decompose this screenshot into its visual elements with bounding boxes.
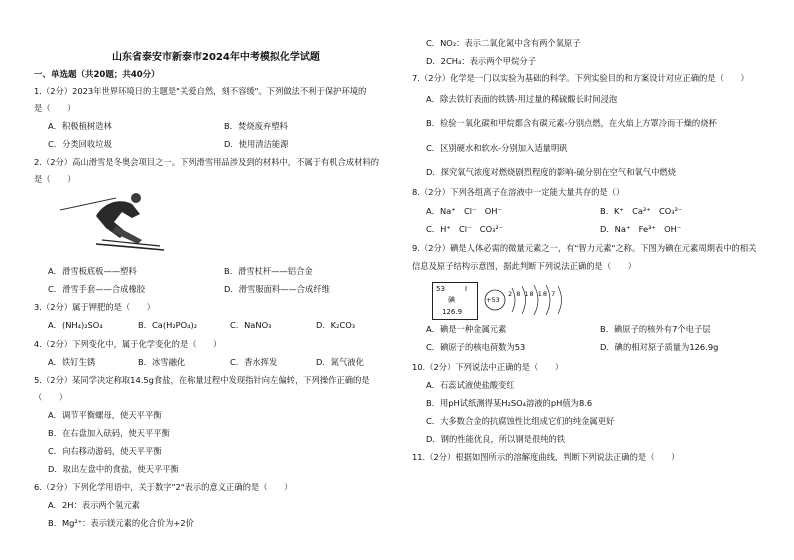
q7-option-b: B．检验一氧化碳和甲烷都含有碳元素-分别点燃，在火焰上方罩冷而干燥的烧杯 — [426, 118, 717, 128]
q5-stem: 5.（2分）某同学决定称取14.5g食盐，在称量过程中发现指针向左偏转，下列操作正确的是 — [34, 375, 370, 385]
q1-option-c: C．分类回收垃圾 — [48, 139, 112, 149]
atomic-number: 53 — [436, 285, 445, 293]
iodine-diagram — [432, 282, 572, 320]
q2-option-d: D．滑雪服面料——合成纤维 — [224, 284, 330, 294]
q8-option-c: C．H⁺ Cl⁻ CO₃²⁻ — [426, 224, 504, 234]
q4-option-b: B．冰雪融化 — [138, 357, 186, 367]
q2-stem: 2.（2分）高山滑雪是冬奥会项目之一。下列滑雪用品涉及到的材料中，不属于有机合成材料的 — [34, 157, 380, 167]
q10-option-d: D．钢的性能优良，所以钢是很纯的铁 — [426, 434, 566, 444]
q7-option-d: D．探究氧气浓度对燃烧剧烈程度的影响-硫分别在空气和氧气中燃烧 — [426, 167, 676, 177]
q6-option-b: B．Mg²⁺：表示镁元素的化合价为+2价 — [48, 518, 194, 528]
q6-option-d: D．2CH₄：表示两个甲烷分子 — [426, 56, 536, 66]
q3-option-c: C．NaNO₃ — [230, 320, 272, 330]
q5-option-b: B．在右盘加入砝码，使天平平衡 — [48, 428, 170, 438]
element-name: 碘 — [448, 296, 455, 304]
q6-stem: 6.（2分）下列化学用语中，关于数字"2"表示的意义正确的是（ ） — [34, 482, 293, 492]
q6-option-a: A．2H：表示两个氢元素 — [48, 500, 140, 510]
q3-option-b: B．Ca(H₂PO₄)₂ — [138, 320, 198, 330]
q8-stem: 8.（2分）下列各组离子在溶液中一定能大量共存的是（） — [412, 187, 625, 197]
q1-stem: 1.（2分）2023年世界环境日的主题是"关爱自然，刻不容缓"。下列做法不利于保护环境的 — [34, 86, 367, 96]
q11-stem: 11.（2分）根据如图所示的溶解度曲线，判断下列说法正确的是（ ） — [412, 452, 680, 462]
section-heading: 一、单选题（共20题；共40分） — [34, 70, 160, 80]
skier-illustration — [56, 188, 166, 252]
q1-option-a: A．积极植树造林 — [48, 121, 112, 131]
q9-option-d: D．碘的相对原子质量为126.9g — [600, 342, 719, 352]
element-symbol: I — [465, 285, 468, 293]
q1-stem-cont: 是（ ） — [34, 103, 76, 113]
q7-stem: 7.（2分）化学是一门以实验为基础的科学。下列实验目的和方案设计对应正确的是（ ） — [412, 73, 749, 83]
page-title: 山东省泰安市新泰市2024年中考模拟化学试题 — [112, 52, 320, 63]
q8-option-d: D．Na⁺ Fe³⁺ OH⁻ — [600, 224, 682, 234]
q5-stem-cont: （ ） — [34, 392, 68, 402]
q2-option-b: B．滑雪杖杆——铝合金 — [224, 266, 313, 276]
q4-option-a: A．铁钉生锈 — [48, 357, 96, 367]
q9-option-c: C．碘原子的核电荷数为53 — [426, 342, 526, 352]
q3-option-d: D．K₂CO₃ — [316, 320, 356, 330]
q10-option-b: B．用pH试纸测得某H₂SO₄溶液的pH值为8.6 — [426, 398, 593, 408]
q5-option-c: C．向右移动游码，使天平平衡 — [48, 446, 162, 456]
q5-option-a: A．调节平衡螺母，使天平平衡 — [48, 410, 162, 420]
q4-option-d: D．氮气液化 — [316, 357, 364, 367]
q4-stem: 4.（2分）下列变化中，属于化学变化的是（ ） — [34, 339, 222, 349]
q9-option-b: B．碘原子的核外有7个电子层 — [600, 324, 711, 334]
q1-option-d: D．使用清洁能源 — [224, 139, 289, 149]
q3-stem: 3.（2分）属于钾肥的是（ ） — [34, 302, 156, 312]
atomic-mass: 126.9 — [442, 308, 463, 316]
q9-stem-cont: 信息及原子结构示意图，据此判断下列说法正确的是（ ） — [412, 261, 637, 271]
q7-option-a: A．除去铁钉表面的铁锈-用过量的稀硫酸长时间浸泡 — [426, 94, 618, 104]
q10-stem: 10.（2分）下列说法中正确的是（ ） — [412, 362, 564, 372]
q9-option-a: A．碘是一种金属元素 — [426, 324, 507, 334]
periodic-table-cell — [432, 282, 478, 320]
q7-option-c: C．区别硬水和软水-分别加入适量明矾 — [426, 143, 568, 153]
q10-option-c: C．大多数合金的抗腐蚀性比组成它们的纯金属更好 — [426, 416, 615, 426]
q2-stem-cont: 是（ ） — [34, 174, 76, 184]
q2-option-c: C．滑雪手套——合成橡胶 — [48, 284, 146, 294]
q3-option-a: A．(NH₄)₂SO₄ — [48, 320, 103, 330]
nuclear-charge: +53 — [486, 296, 500, 304]
q2-option-a: A．滑雪板底板——塑料 — [48, 266, 137, 276]
q8-option-b: B．K⁺ Ca²⁺ CO₃²⁻ — [600, 206, 683, 216]
q5-option-d: D．取出左盘中的食盐，使天平平衡 — [48, 464, 179, 474]
q4-option-c: C．香水挥发 — [230, 357, 278, 367]
q8-option-a: A．Na⁺ Cl⁻ OH⁻ — [426, 206, 502, 216]
q9-stem: 9.（2分）碘是人体必需的微量元素之一，有"智力元素"之称。下图为碘在元素周期表中的相关 — [412, 243, 757, 253]
q6-option-c: C．NO₂：表示二氧化氮中含有两个氧原子 — [426, 38, 581, 48]
electron-shells: 2 8 18 18 7 — [508, 290, 557, 298]
q10-option-a: A．石蕊试液使盐酸变红 — [426, 380, 515, 390]
q1-option-b: B．焚烧废弃塑料 — [224, 121, 288, 131]
